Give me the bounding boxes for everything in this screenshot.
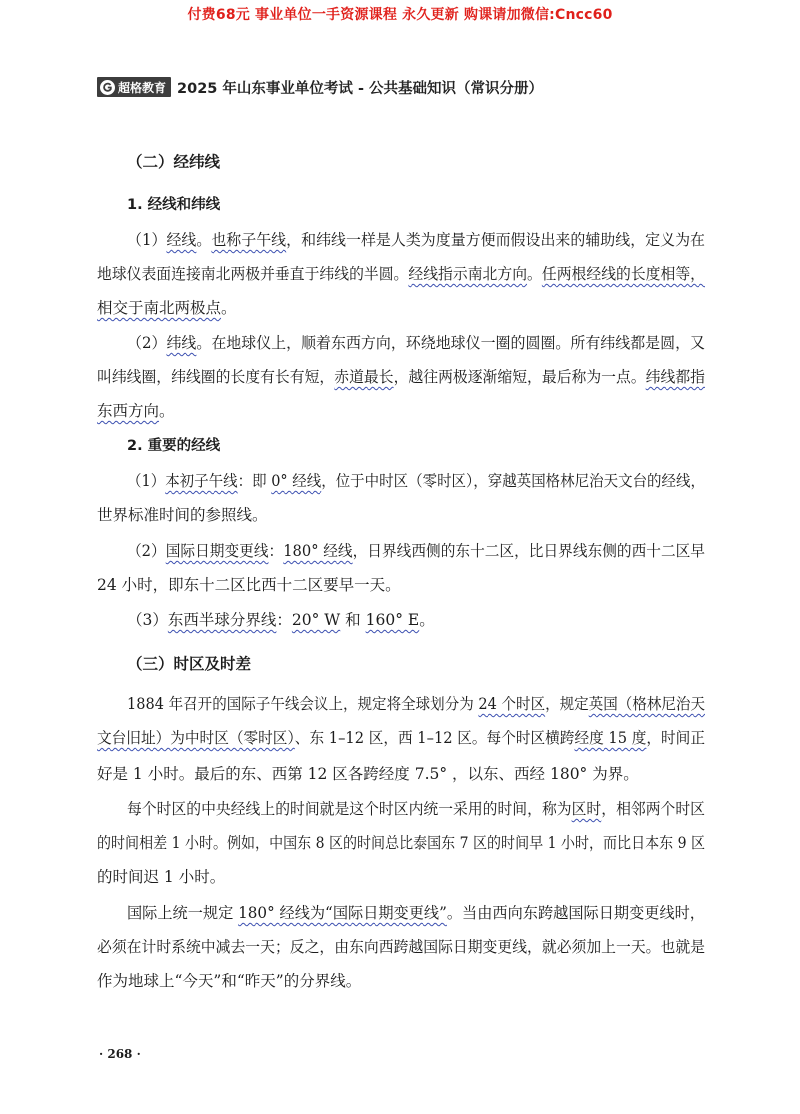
text-line (97, 573, 401, 595)
underlined-term: 本初子午线 (165, 472, 238, 490)
underlined-term: 160° E (365, 611, 420, 629)
text-run: ，越往两极逐渐缩短，最后称为一点。 (393, 368, 646, 386)
header-title: 2025 年山东事业单位考试 - 公共基础知识（常识分册） (177, 80, 544, 97)
text-line (97, 762, 639, 784)
text-run: 。当由西向东跨越国际日期变更线时， (446, 904, 705, 922)
underlined-term: 180° 经线 (283, 542, 353, 560)
underlined-term: 东西半球分界线 (167, 611, 277, 629)
text-line (127, 228, 705, 250)
text-line (97, 399, 175, 421)
underlined-term: 经线 (166, 231, 197, 249)
text-run: ： (268, 542, 284, 560)
underlined-term: 20° W (291, 611, 341, 629)
logo-text: 超格教育 (118, 80, 167, 95)
underlined-term: 东西方向 (97, 402, 160, 420)
text-run: 。 (527, 265, 542, 283)
text-run: 必须在计时系统中减去一天；反之，由东向西跨越国际日期变更线，就必须加上一天。也就是 (97, 938, 705, 956)
section-heading: （二）经纬线 (127, 153, 221, 171)
text-run: （1） (127, 472, 166, 490)
text-run: 和 (340, 611, 366, 629)
underlined-term: 也称子午线 (211, 231, 287, 249)
page-number: · 268 · (99, 1047, 141, 1061)
underlined-term: 任两根经线的长度相等， (541, 265, 705, 283)
logo-g-icon (100, 80, 115, 95)
text-run: ，位于中时区（零时区），穿越英国格林尼治天文台的经线， (321, 472, 705, 490)
underlined-term: 0° 经线 (271, 472, 322, 490)
text-line (127, 797, 705, 819)
subsection-heading: 2. 重要的经线 (127, 438, 221, 454)
text-line (97, 969, 361, 991)
text-run: 世界标准时间的参照线。 (97, 506, 268, 524)
text-line (97, 865, 225, 887)
text-line (97, 935, 705, 957)
text-run: 。在地球仪上，顺着东西方向，环绕地球仪一圈的圆圈。所有纬线都是圆，又 (196, 334, 705, 352)
text-run: 每个时区的中央经线上的时间就是这个时区内统一采用的时间，称为 (127, 800, 572, 818)
text-run: （2） (127, 334, 167, 352)
text-run: ，和纬线一样是人类为度量方便而假设出来的辅助线，定义为在 (286, 231, 705, 249)
brand-logo (97, 77, 171, 97)
text-run: 。 (159, 402, 175, 420)
text-run: 的时间迟 1 小时。 (97, 868, 226, 886)
underlined-term: 经线指示南北方向 (408, 265, 528, 283)
text-line (97, 365, 705, 387)
text-line (97, 262, 705, 284)
watermark-banner: 付费68元 事业单位一手资源课程 永久更新 购课请加微信:Cncc60 (187, 7, 613, 23)
text-run: 1884 年召开的国际子午线会议上，规定将全球划分为 (127, 695, 479, 713)
underlined-term: 相交于南北两极点 (97, 299, 222, 317)
section-heading: （三）时区及时差 (127, 655, 252, 673)
text-run: （3） (127, 611, 168, 629)
text-run: 。 (419, 611, 435, 629)
text-line (97, 726, 705, 748)
text-line (127, 331, 705, 353)
text-run: ：即 (237, 472, 272, 490)
text-run: ，规定 (545, 695, 589, 713)
underlined-term: 国际日期变更线 (165, 542, 269, 560)
text-run: ，相邻两个时区 (601, 800, 705, 818)
underlined-term: 纬线都指 (645, 368, 705, 386)
underlined-term: 英国（格林尼治天 (588, 695, 705, 713)
underlined-term: 经度 15 度 (574, 729, 647, 747)
text-run: 、东 1–12 区，西 1–12 区。每个时区横跨 (294, 729, 575, 747)
text-line (97, 503, 268, 525)
text-run: 。 (196, 231, 212, 249)
text-run: 。 (221, 299, 237, 317)
text-run: （2） (127, 542, 166, 560)
text-run: ，时间正 (646, 729, 705, 747)
text-line (97, 831, 705, 853)
text-run: 作为地球上“今天”和“昨天”的分界线。 (97, 972, 362, 990)
text-run: ，日界线西侧的东十二区，比日界线东侧的西十二区早 (352, 542, 705, 560)
subsection-heading: 1. 经线和纬线 (127, 197, 221, 213)
text-run: ： (276, 611, 292, 629)
text-run: （1） (127, 231, 167, 249)
text-run: 国际上统一规定 (127, 904, 239, 922)
underlined-term: 180° 经线为“国际日期变更线” (238, 904, 447, 922)
text-run: 24 小时，即东十二区比西十二区要早一天。 (97, 576, 401, 594)
underlined-term: 区时 (571, 800, 602, 818)
underlined-term: 纬线 (166, 334, 197, 352)
underlined-term: 赤道最长 (334, 368, 394, 386)
underlined-term: 24 个时区 (478, 695, 546, 713)
text-line (127, 539, 705, 561)
underlined-term: 文台旧址）为中时区（零时区） (97, 729, 295, 747)
text-run: 的时间相差 1 小时。例如，中国东 8 区的时间总比泰国东 7 区的时间早 1 小时，而比日本东 9 区 (97, 834, 705, 852)
text-line (127, 692, 705, 714)
text-line (97, 296, 237, 318)
text-line (127, 469, 705, 491)
text-line (127, 608, 435, 630)
text-run: 地球仪表面连接南北两极并垂直于纬线的半圆。 (97, 265, 409, 283)
text-line (127, 901, 705, 923)
text-run: 叫纬线圈，纬线圈的长度有长有短， (97, 368, 335, 386)
page-header (97, 76, 543, 98)
text-run: 好是 1 小时。最后的东、西第 12 区各跨经度 7.5° ，以东、西经 180° 为界。 (97, 765, 639, 783)
